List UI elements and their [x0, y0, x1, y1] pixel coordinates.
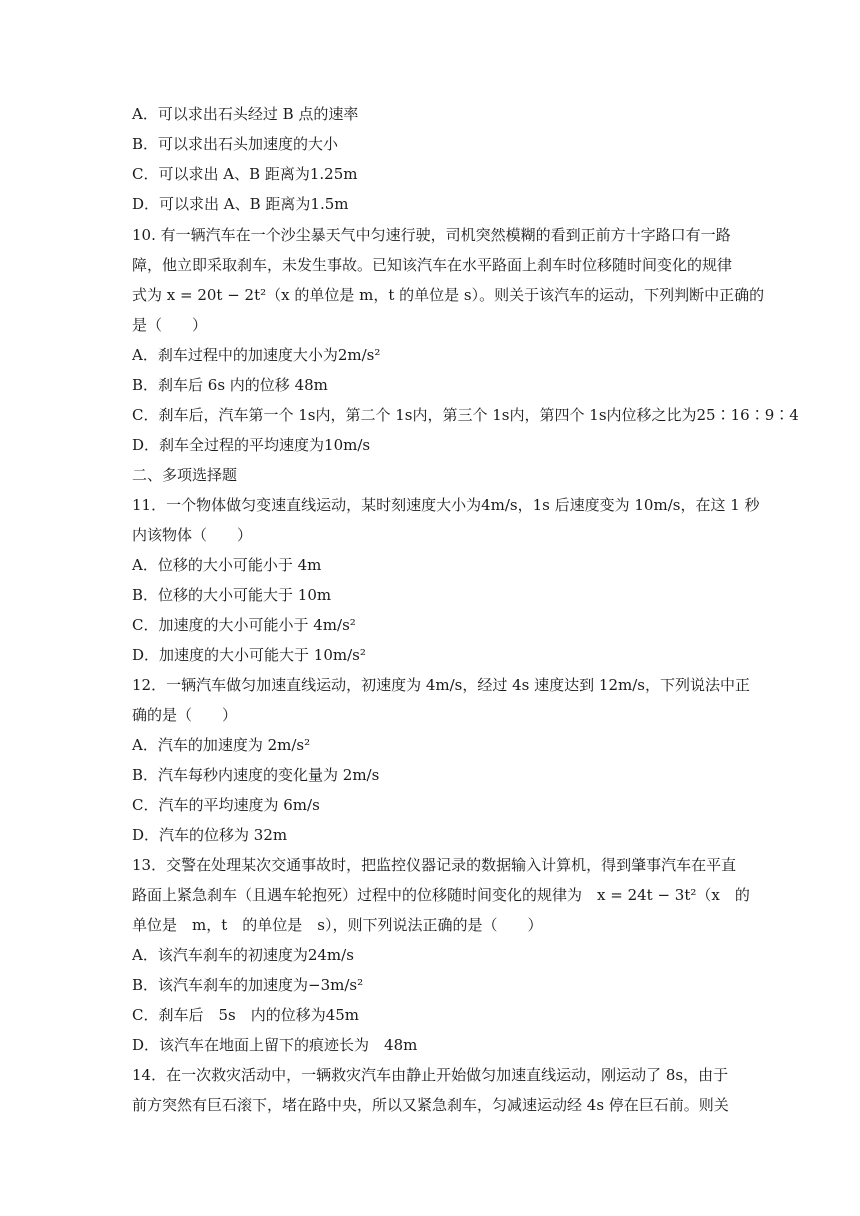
- question-13-option-a: A．该汽车刹车的初速度为24m/s: [132, 946, 354, 964]
- question-11-option-c: C．加速度的大小可能小于 4m/s²: [132, 616, 356, 634]
- question-10-line-2: 障，他立即采取刹车，未发生事故。已知该汽车在水平路面上刹车时位移随时间变化的规律: [132, 256, 733, 274]
- question-12-option-a: A．汽车的加速度为 2m/s²: [132, 736, 311, 754]
- question-10-line-3: 式为 x = 20t − 2t²（x 的单位是 m，t 的单位是 s）。则关于该汽车的运动，下列判断中正确的: [132, 286, 765, 304]
- question-13-line-1: 13．交警在处理某次交通事故时，把监控仪器记录的数据输入计算机，得到肇事汽车在平直: [132, 856, 737, 874]
- question-10-option-c: C．刹车后，汽车第一个 1s内，第二个 1s内，第三个 1s内，第四个 1s内位移之比为25∶16∶9∶4: [132, 406, 799, 424]
- option-b-prev: B．可以求出石头加速度的大小: [132, 135, 339, 153]
- question-13-option-b: B．该汽车刹车的加速度为−3m/s²: [132, 976, 364, 994]
- question-10-option-d: D．刹车全过程的平均速度为10m/s: [132, 436, 371, 454]
- question-13-line-3: 单位是 m，t 的单位是 s），则下列说法正确的是（ ）: [132, 916, 543, 934]
- question-13-option-d: D．该汽车在地面上留下的痕迹长为 48m: [132, 1036, 418, 1054]
- question-10-option-b: B．刹车后 6s 内的位移 48m: [132, 376, 328, 394]
- option-d-prev: D．可以求出 A、B 距离为1.5m: [132, 195, 349, 213]
- question-11-line-2: 内该物体（ ）: [132, 526, 253, 544]
- question-11-line-1: 11．一个物体做匀变速直线运动，某时刻速度大小为4m/s，1s 后速度变为 10m/s，在这 1 秒: [132, 496, 760, 514]
- option-a-prev: A．可以求出石头经过 B 点的速率: [132, 105, 359, 123]
- question-12-line-2: 确的是（ ）: [132, 706, 238, 724]
- question-14-line-2: 前方突然有巨石滚下，堵在路中央，所以又紧急刹车，匀减速运动经 4s 停在巨石前。则关: [132, 1096, 729, 1114]
- question-11-option-b: B．位移的大小可能大于 10m: [132, 586, 332, 604]
- question-10-option-a: A．刹车过程中的加速度大小为2m/s²: [132, 346, 381, 364]
- option-c-prev: C．可以求出 A、B 距离为1.25m: [132, 165, 358, 183]
- question-11-option-d: D．加速度的大小可能大于 10m/s²: [132, 646, 366, 664]
- question-10-line-4: 是（ ）: [132, 316, 208, 334]
- question-11-option-a: A．位移的大小可能小于 4m: [132, 556, 322, 574]
- question-10-line-1: 10. 有一辆汽车在一个沙尘暴天气中匀速行驶，司机突然模糊的看到正前方十字路口有一路: [132, 226, 731, 244]
- section-heading-multiple-choice: 二、多项选择题: [132, 466, 238, 484]
- question-13-line-2: 路面上紧急刹车（且遇车轮抱死）过程中的位移随时间变化的规律为 x = 24t − 3t²（x 的: [132, 886, 750, 904]
- question-14-line-1: 14．在一次救灾活动中，一辆救灾汽车由静止开始做匀加速直线运动，刚运动了 8s，由于: [132, 1066, 729, 1084]
- question-12-option-d: D．汽车的位移为 32m: [132, 826, 288, 844]
- question-12-option-c: C．汽车的平均速度为 6m/s: [132, 796, 320, 814]
- question-12-line-1: 12．一辆汽车做匀加速直线运动，初速度为 4m/s，经过 4s 速度达到 12m/s，下列说法中正: [132, 676, 750, 694]
- question-12-option-b: B．汽车每秒内速度的变化量为 2m/s: [132, 766, 380, 784]
- question-13-option-c: C．刹车后 5s 内的位移为45m: [132, 1006, 360, 1024]
